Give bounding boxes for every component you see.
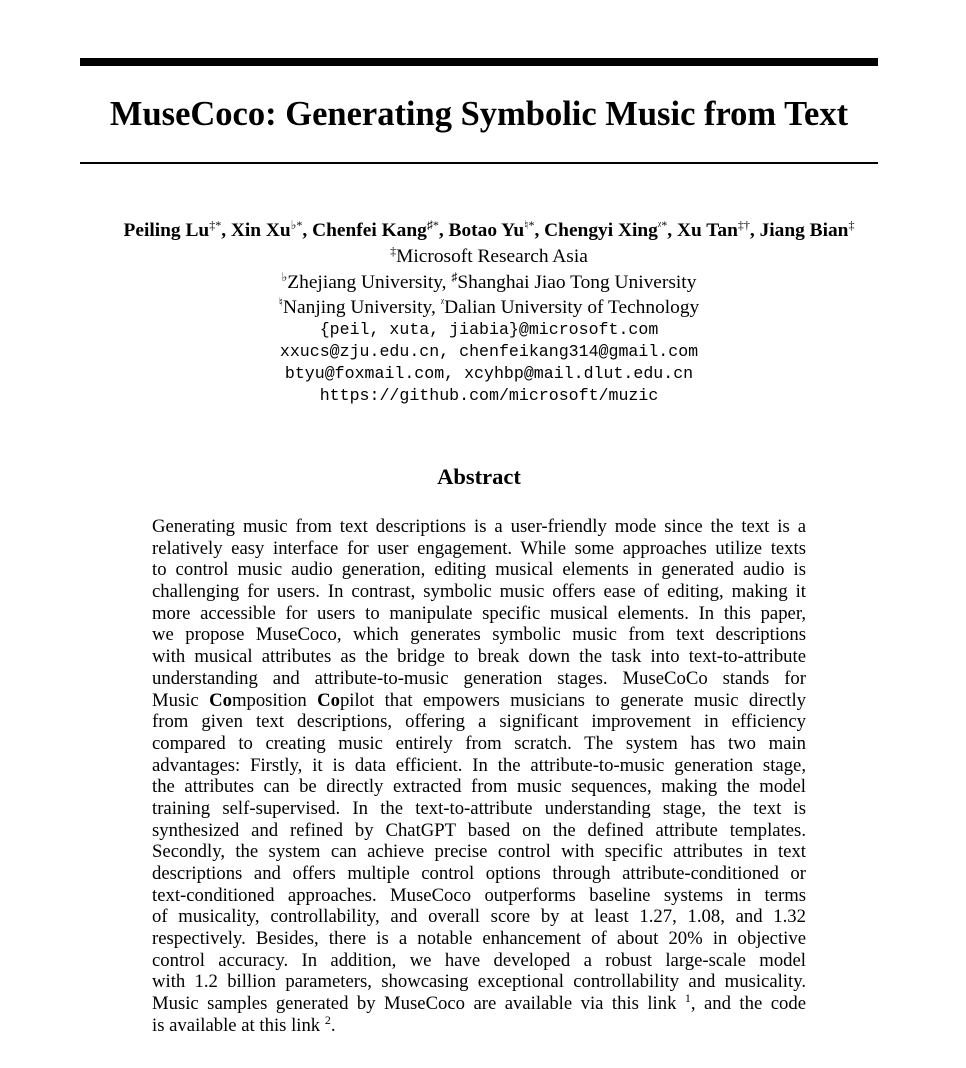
top-rule — [80, 58, 878, 66]
author: Xu Tan‡† — [676, 218, 750, 241]
abstract-line: control accuracy. In addition, we have developed a robust large-scale model — [152, 949, 806, 971]
abstract-line-musecoco-expansion: Music Composition Copilot that empowers musicians to generate music directly — [152, 689, 807, 711]
abstract-line: more accessible for users to manipulate specific musical elements. In this paper, — [152, 602, 806, 624]
title-rule — [80, 162, 878, 164]
abstract-line: from given text descriptions, offering a significant improvement in efficiency — [152, 711, 806, 733]
abstract-line: with 1.2 billion parameters, showcasing exceptional controllability and musicality. — [152, 971, 806, 993]
affiliation-nju-dlut: ♮Nanjing University, $^ᵡ$Dalian University of Technology — [278, 295, 700, 318]
abstract-body — [152, 516, 806, 1037]
abstract-line: Generating music from text descriptions is a user-friendly mode since the text is a — [152, 516, 806, 537]
abstract-line: synthesized and refined by ChatGPT based on the defined attribute templates. — [152, 819, 806, 841]
abstract-line: descriptions and offers multiple control options through attribute-conditioned or — [152, 863, 806, 884]
abstract-line: to control music audio generation, editing musical elements in generated audio is — [152, 559, 806, 581]
abstract-line: training self-supervised. In the text-to-attribute understanding stage, the text is — [152, 797, 806, 819]
affiliation-msra: ‡Microsoft Research Asia — [390, 244, 588, 267]
paper-title: MuseCoco: Generating Symbolic Music from Text — [109, 95, 849, 133]
author-list: Peiling Lu‡*, Xin Xu♭*, Chenfei Kang♯*, Botao Yu♮*, Chengyi Xing$^{ᵡ*}$, Xu Tan‡†, Jiang Bian‡ — [123, 218, 855, 241]
author: Peiling Lu‡* — [123, 218, 222, 241]
affiliation-zju-sjtu: ♭Zhejiang University, ♯Shanghai Jiao Tong University — [281, 270, 697, 293]
abstract-line-footnote-1: Music samples generated by MuseCoco are available via this link $^1$, and the code — [152, 991, 806, 1015]
abstract-line: with musical attributes as the bridge to break down the task into text-to-attribute — [152, 646, 806, 668]
abstract-line: text-conditioned approaches. MuseCoco outperforms baseline systems in terms — [152, 884, 806, 906]
contact-email-microsoft: {peil, xuta, jiabia}@microsoft.com — [319, 320, 659, 339]
contact-email-foxmail-dlut: btyu@foxmail.com, xcyhbp@mail.dlut.edu.cn — [284, 364, 694, 383]
abstract-line: we propose MuseCoco, which generates symbolic music from text descriptions — [152, 624, 806, 646]
author: Botao Yu♮* — [448, 218, 535, 241]
github-link[interactable]: https://github.com/microsoft/muzic — [319, 386, 659, 405]
abstract-line: understanding and attribute-to-music generation stages. MuseCoCo stands for — [152, 667, 806, 689]
author: Xin Xu♭* — [230, 218, 303, 241]
abstract-heading: Abstract — [437, 464, 521, 489]
author: Chenfei Kang♯* — [312, 218, 439, 241]
abstract-line: advantages: Firstly, it is data efficient. In the attribute-to-music generation stage, — [152, 754, 806, 776]
abstract-line: compared to creating music entirely from scratch. The system has two main — [152, 732, 806, 754]
author: Jiang Bian‡ — [759, 218, 855, 241]
abstract-line: Secondly, the system can achieve precise control with specific attributes in text — [152, 841, 806, 863]
abstract-line: relatively easy interface for user engagement. While some approaches utilize texts — [152, 537, 806, 559]
abstract-line: of musicality, controllability, and overall score by at least 1.27, 1.08, and 1.32 — [152, 906, 806, 928]
contact-email-zju-gmail: xxucs@zju.edu.cn, chenfeikang314@gmail.com — [279, 342, 699, 361]
abstract-line-footnote-2: is available at this link $^2$. — [152, 1012, 336, 1036]
abstract-line: respectively. Besides, there is a notable enhancement of about 20% in objective — [152, 928, 806, 950]
abstract-line: the attributes can be directly extracted from music sequences, making the model — [152, 776, 806, 798]
abstract-line: challenging for users. In contrast, symbolic music offers ease of editing, making it — [152, 581, 806, 603]
footnote-1-link[interactable]: 1 — [684, 991, 691, 1006]
author: Chengyi Xing$^{ᵡ*}$ — [544, 218, 668, 241]
footnote-2-link[interactable]: 2 — [324, 1012, 331, 1027]
